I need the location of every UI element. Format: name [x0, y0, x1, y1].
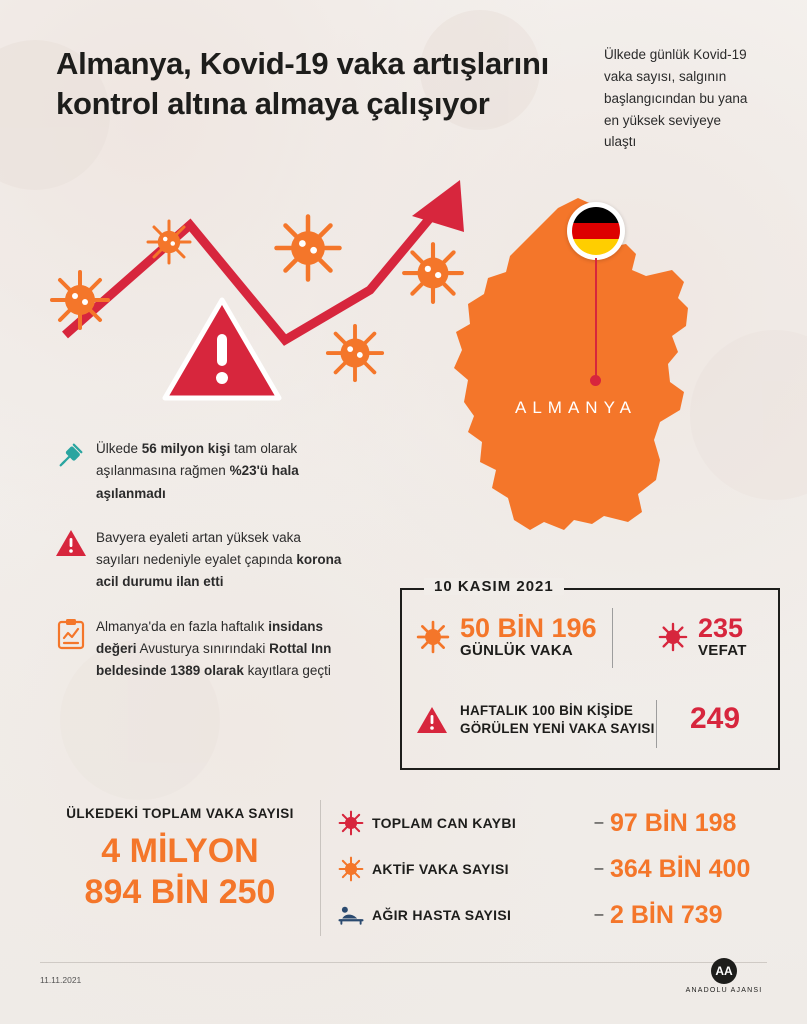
- patient-bed-icon: [330, 903, 372, 927]
- list-item: [330, 846, 780, 892]
- list-item: [46, 616, 346, 683]
- list-item: [46, 438, 346, 505]
- agency-logo: [681, 958, 767, 994]
- total-cases-block: [40, 806, 320, 914]
- weekly-incidence-label-line1: HAFTALIK 100 BİN KİŞİDE: [460, 703, 634, 718]
- weekly-incidence-label-line2: GÖRÜLEN YENİ VAKA SAYISI: [460, 721, 655, 737]
- virus-icon: [658, 622, 688, 652]
- row-value: 364 BİN 400: [610, 854, 751, 883]
- row-label: AĞIR HASTA SAYISI: [372, 907, 512, 923]
- bullet-list: [46, 438, 346, 704]
- flag-stripes: [572, 207, 620, 255]
- map-pin-dot: [590, 375, 601, 386]
- panel-date: 10 KASIM 2021: [424, 578, 564, 595]
- list-item: [330, 892, 780, 938]
- weekly-incidence-value: 249: [690, 702, 741, 735]
- virus-icon: [324, 322, 386, 384]
- total-cases-value-line2: 894 BİN 250: [84, 873, 276, 912]
- virus-icon: [330, 810, 372, 836]
- row-label: TOPLAM CAN KAYBI: [372, 815, 517, 831]
- row-dash: –: [594, 860, 604, 877]
- list-item: [330, 800, 780, 846]
- virus-icon: [400, 240, 466, 306]
- virus-icon: [330, 856, 372, 882]
- map-country-label: ALMANYA: [515, 398, 637, 417]
- deaths-label: VEFAT: [698, 642, 747, 660]
- daily-cases-label: GÜNLÜK VAKA: [460, 642, 574, 660]
- header-note: Ülkede günlük Kovid-19 vaka sayısı, salgının başlangıcından bu yana en yüksek seviyeye ulaştı: [604, 47, 748, 150]
- panel-divider: [612, 608, 613, 668]
- footer-divider: [40, 962, 767, 963]
- logo-mark: AA: [711, 958, 737, 984]
- warning-icon: [162, 296, 282, 402]
- page-title: Almanya, Kovid-19 vaka artışlarını kontrol altına almaya çalışıyor: [56, 46, 549, 121]
- list-item-text: Ülkede 56 milyon kişi tam olarak aşılanmasına rağmen %23'ü hala aşılanmadı: [96, 441, 299, 501]
- footer-date: 11.11.2021: [40, 975, 82, 985]
- row-value: 2 BİN 739: [610, 900, 723, 929]
- summary-rows: [330, 800, 780, 938]
- virus-icon: [48, 268, 112, 332]
- germany-flag-icon: [567, 202, 625, 260]
- list-item-text: Bavyera eyaleti artan yüksek vaka sayıları nedeniyle eyalet çapında korona acil durumu ilan etti: [96, 529, 342, 590]
- virus-icon: [145, 218, 193, 266]
- row-value: 97 BİN 198: [610, 808, 737, 837]
- panel-primary-stats: [416, 614, 766, 659]
- deaths-value: 235: [698, 613, 744, 643]
- daily-cases-value: 50 BİN 196: [460, 613, 597, 643]
- row-dash: –: [594, 814, 604, 831]
- syringe-icon: [46, 438, 96, 505]
- list-item-text: Almanya'da en fazla haftalık insidans değeri Avusturya sınırındaki Rottal Inn beldesinde 1389 olarak kayıtlara geçti: [96, 618, 332, 679]
- total-cases-value-line1: 4 MİLYON: [101, 832, 259, 870]
- logo-text: ANADOLU AJANSI: [685, 987, 763, 994]
- warning-icon: [46, 527, 96, 594]
- row-label: AKTİF VAKA SAYISI: [372, 861, 509, 877]
- list-item: [46, 527, 346, 594]
- row-dash: –: [594, 906, 604, 923]
- virus-icon: [416, 620, 450, 654]
- bottom-divider: [320, 800, 321, 936]
- map-pin-line: [595, 258, 597, 380]
- total-cases-label: ÜLKEDEKİ TOPLAM VAKA SAYISI: [66, 806, 294, 821]
- warning-icon: [416, 706, 448, 735]
- virus-icon: [272, 212, 344, 284]
- clipboard-icon: [46, 616, 96, 683]
